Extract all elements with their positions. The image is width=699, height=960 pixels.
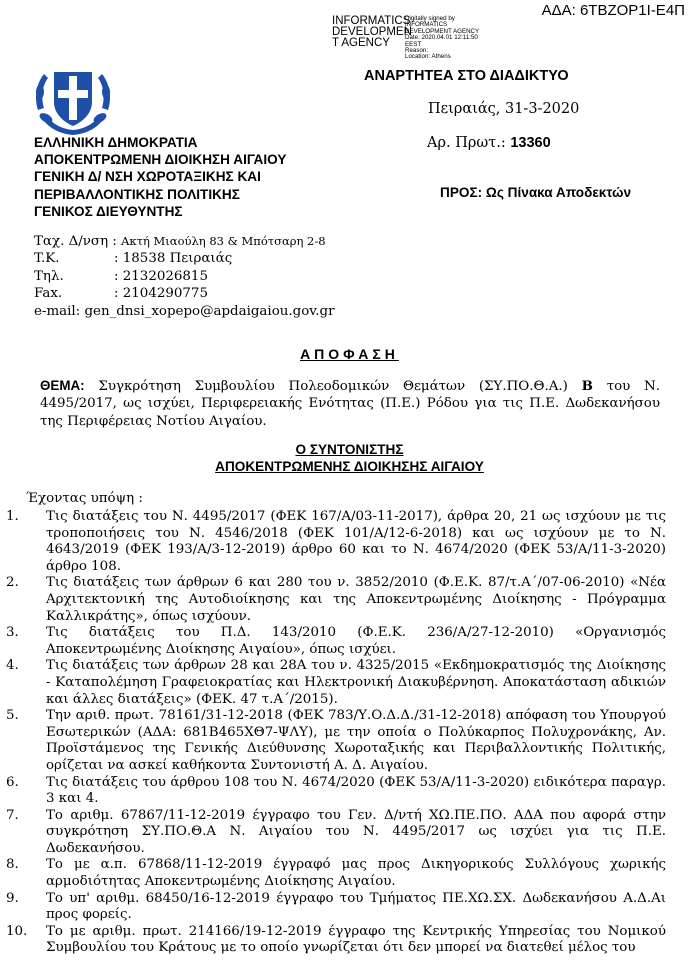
item-text: Τις διατάξεις του άρθρου 108 του Ν. 4674/2020 (ΦΕΚ 53/Α/11-3-2020) ειδικότερα παραγρ. 3 και 4. (46, 774, 666, 807)
item-text: Το με αριθμ. πρωτ. 214166/19-12-2019 έγγραφο της Κεντρικής Υπηρεσίας του Νομικού Συμβουλίου του Κράτους με το οποίο γνωρίζεται ότι δεν μπορεί να διατεθεί μέλος του (46, 923, 666, 956)
item-number: 4. (6, 658, 19, 674)
publish-notice: ΑΝΑΡΤΗΤΕΑ ΣΤΟ ΔΙΑΔΙΚΤΥΟ (364, 68, 569, 84)
phone-row (34, 268, 334, 285)
item-text: Τις διατάξεις του Ν. 4495/2017 (ΦΕΚ 167/Α/03-11-2017), άρθρα 20, 21 ως ισχύουν με τις τροποποιήσεις του Ν. 4546/2018 (ΦΕΚ 101/Α/12-6-2018) και ως ισχύουν με το Ν. 4643/2019 (ΦΕΚ 193/Α/3-12-2019) άρθρο 60 και το Ν. 4674/2020 (ΦΕΚ 53/Α/11-3-2020) άρθρο 108. (46, 509, 666, 574)
list-item (6, 775, 666, 808)
protocol-number (427, 135, 551, 151)
item-number: 8. (6, 857, 19, 873)
authority-line: ΓΕΝΙΚΟΣ ΔΙΕΥΘΥΝΤΗΣ (34, 203, 183, 219)
considering-intro: Έχοντας υπόψη : (26, 491, 143, 506)
list-item (6, 575, 666, 625)
considerations-list (6, 509, 666, 957)
address-value: Ακτή Μιαούλη 83 & Μπότσαρη 2-8 (121, 234, 326, 248)
list-item (6, 808, 666, 858)
signature-org-line: INFORMATICS (332, 15, 411, 27)
subject-council-letter: Β (581, 378, 593, 394)
postcode-row (34, 250, 334, 267)
item-number: 9. (6, 890, 19, 906)
fax-value: : 2104290775 (114, 286, 208, 302)
signature-info-line: Date: 2020.04.01 12:11:50 (405, 34, 478, 42)
protocol-value: 13360 (510, 135, 551, 151)
digital-signature-info (405, 16, 479, 61)
list-item (6, 857, 666, 890)
contact-block (34, 233, 334, 320)
postcode-value: : 18538 Πειραιάς (114, 251, 233, 267)
item-number: 7. (6, 807, 19, 823)
item-text: Την αριθ. πρωτ. 78161/31-12-2018 (ΦΕΚ 783/Υ.Ο.Δ.Δ./31-12-2018) απόφαση του Υπουργού Εσωτερικών (ΑΔΑ: 681Β465ΧΘ7-ΨΛΥ), με την οποία ο Πολύκαρπος Πολυχρονάκης, Αν. Προϊστάμενος της Γενικής Διεύθυνσης Χωροταξικής και Περιβαλλοντικής Πολιτικής, ορίζεται να ασκεί καθήκοντα Συντονιστή Α. Δ. Αιγαίου. (46, 708, 666, 773)
signature-info-line: Location: Athens (405, 53, 451, 61)
recipients: ΠΡΟΣ: Ως Πίνακα Αποδεκτών (440, 185, 632, 200)
email-label: e-mail: (34, 303, 85, 319)
list-item (6, 625, 666, 658)
authority-line: ΠΕΡΙΒΑΛΛΟΝΤΙΚΗΣ ΠΟΛΙΤΙΚΗΣ (34, 186, 240, 202)
item-text: Τις διατάξεις του Π.Δ. 143/2010 (Φ.Ε.Κ. 236/Α/27-12-2010) «Οργανισμός Αποκεντρωμένης Διοίκησης Αιγαίου», όπως ισχύει. (46, 625, 666, 657)
list-item (6, 891, 666, 924)
subject-paragraph (40, 377, 660, 430)
item-number: 2. (6, 575, 19, 591)
item-text: Το με α.π. 67868/11-12-2019 έγγραφό μας προς Δικηγορικούς Συλλόγους χωρικής αρμοδιότητας Αποκεντρωμένης Διοίκησης Αιγαίου. (46, 857, 666, 890)
postcode-label: T.K. (34, 251, 60, 267)
phone-label: Τηλ. (34, 268, 64, 284)
item-number: 1. (6, 509, 19, 524)
decision-title: ΑΠΟΦΑΣΗ (300, 346, 399, 362)
issuer-heading (0, 441, 699, 475)
authority-line: ΑΠΟΚΕΝΤΡΩΜΕΝΗ ΔΙΟΙΚΗΣΗ ΑΙΓΑΙΟΥ (34, 152, 287, 168)
email-row (34, 303, 334, 320)
authority-line: ΕΛΛΗΝΙΚΗ ΔΗΜΟΚΡΑΤΙΑ (34, 135, 198, 150)
ada-code: ΑΔΑ: 6ΤΒΖΟΡ1Ι-Ε4Π (541, 2, 685, 19)
digital-signature-org (332, 16, 412, 49)
item-number: 6. (6, 774, 19, 790)
list-item (6, 708, 666, 774)
greek-coat-of-arms-icon (30, 58, 116, 138)
signature-info-line: DEVELOPMENT AGENCY (405, 27, 480, 35)
list-item (6, 658, 666, 708)
issuer-line: ΑΠΟΚΕΝΤΡΩΜΕΝΗΣ ΔΙΟΙΚΗΣΗΣ ΑΙΓΑΙΟΥ (215, 459, 484, 475)
item-number: 5. (6, 708, 19, 724)
issuing-authority (34, 134, 286, 220)
signature-info-line: EEST (405, 40, 422, 48)
item-text: Το αριθμ. 67867/11-12-2019 έγγραφο του Γεν. Δ/ντή ΧΩ.ΠΕ.ΠΟ. ΑΔΑ που αφορά στην συγκρότηση ΣΥ.ΠΟ.Θ.Α Ν. Αιγαίου του Ν. 4495/2017 ως ισχύει για τις Π.Ε. Δωδεκανήσου. (46, 807, 666, 856)
item-text: Τις διατάξεις των άρθρων 6 και 280 του ν. 3852/2010 (Φ.Ε.Κ. 87/τ.Α΄/07-06-2010) «Νέα Αρχιτεκτονική της Αυτοδιοίκησης και της Αποκεντρωμένης Διοίκησης - Πρόγραμμα Καλλικράτης», όπως ισχύουν. (46, 575, 666, 624)
place-date: Πειραιάς, 31-3-2020 (428, 101, 580, 117)
address-row (34, 233, 334, 250)
signature-info-line: INFORMATICS (405, 21, 448, 29)
item-text: Το υπ' αριθμ. 68450/16-12-2019 έγγραφο του Τμήματος ΠΕ.ΧΩ.ΣΧ. Δωδεκανήσου Α.Δ.Αι προς φορείς. (46, 890, 666, 923)
signature-org-line: T AGENCY (332, 37, 390, 49)
email-value[interactable]: gen_dnsi_xopepo@apdaigaiou.gov.gr (84, 303, 335, 319)
issuer-line: Ο ΣΥΝΤΟΝΙΣΤΗΣ (295, 442, 404, 457)
subject-label: ΘΕΜΑ: (40, 378, 85, 393)
item-number: 10. (6, 923, 28, 939)
signature-info-line: Digitally signed by (405, 15, 455, 22)
signature-info-line: Reason: (405, 47, 429, 55)
list-item (6, 509, 666, 575)
phone-value: : 2132026815 (114, 268, 208, 284)
subject-text: του Ν. 4495/2017, ως ισχύει, Περιφερειακής Ενότητας (Π.Ε.) Ρόδου για τις Π.Ε. Δωδεκανήσου της Περιφέρειας Νοτίου Αιγαίου. (40, 379, 660, 429)
signature-org-line: DEVELOPMEN (332, 26, 412, 38)
fax-row (34, 285, 334, 302)
subject-text: Συγκρότηση Συμβουλίου Πολεοδομικών Θεμάτων (ΣΥ.ΠΟ.Θ.Α.) (84, 379, 582, 394)
address-label: Ταχ. Δ/νση : (34, 234, 122, 249)
item-text: Τις διατάξεις των άρθρων 28 και 28Α του ν. 4325/2015 «Εκδημοκρατισμός της Διοίκησης - Καταπολέμηση Γραφειοκρατίας και Ηλεκτρονική Διακυβέρνηση. Αποκατάσταση αδικιών και άλλες διατάξεις» (ΦΕΚ. 47 τ.Α΄/2015). (46, 658, 666, 707)
fax-label: Fax. (34, 286, 63, 302)
item-number: 3. (6, 625, 19, 641)
authority-line: ΓΕΝΙΚΗ Δ/ ΝΣΗ ΧΩΡΟΤΑΞΙΚΗΣ ΚΑΙ (34, 169, 261, 185)
list-item (6, 924, 666, 957)
protocol-label: Αρ. Πρωτ.: (427, 135, 511, 151)
